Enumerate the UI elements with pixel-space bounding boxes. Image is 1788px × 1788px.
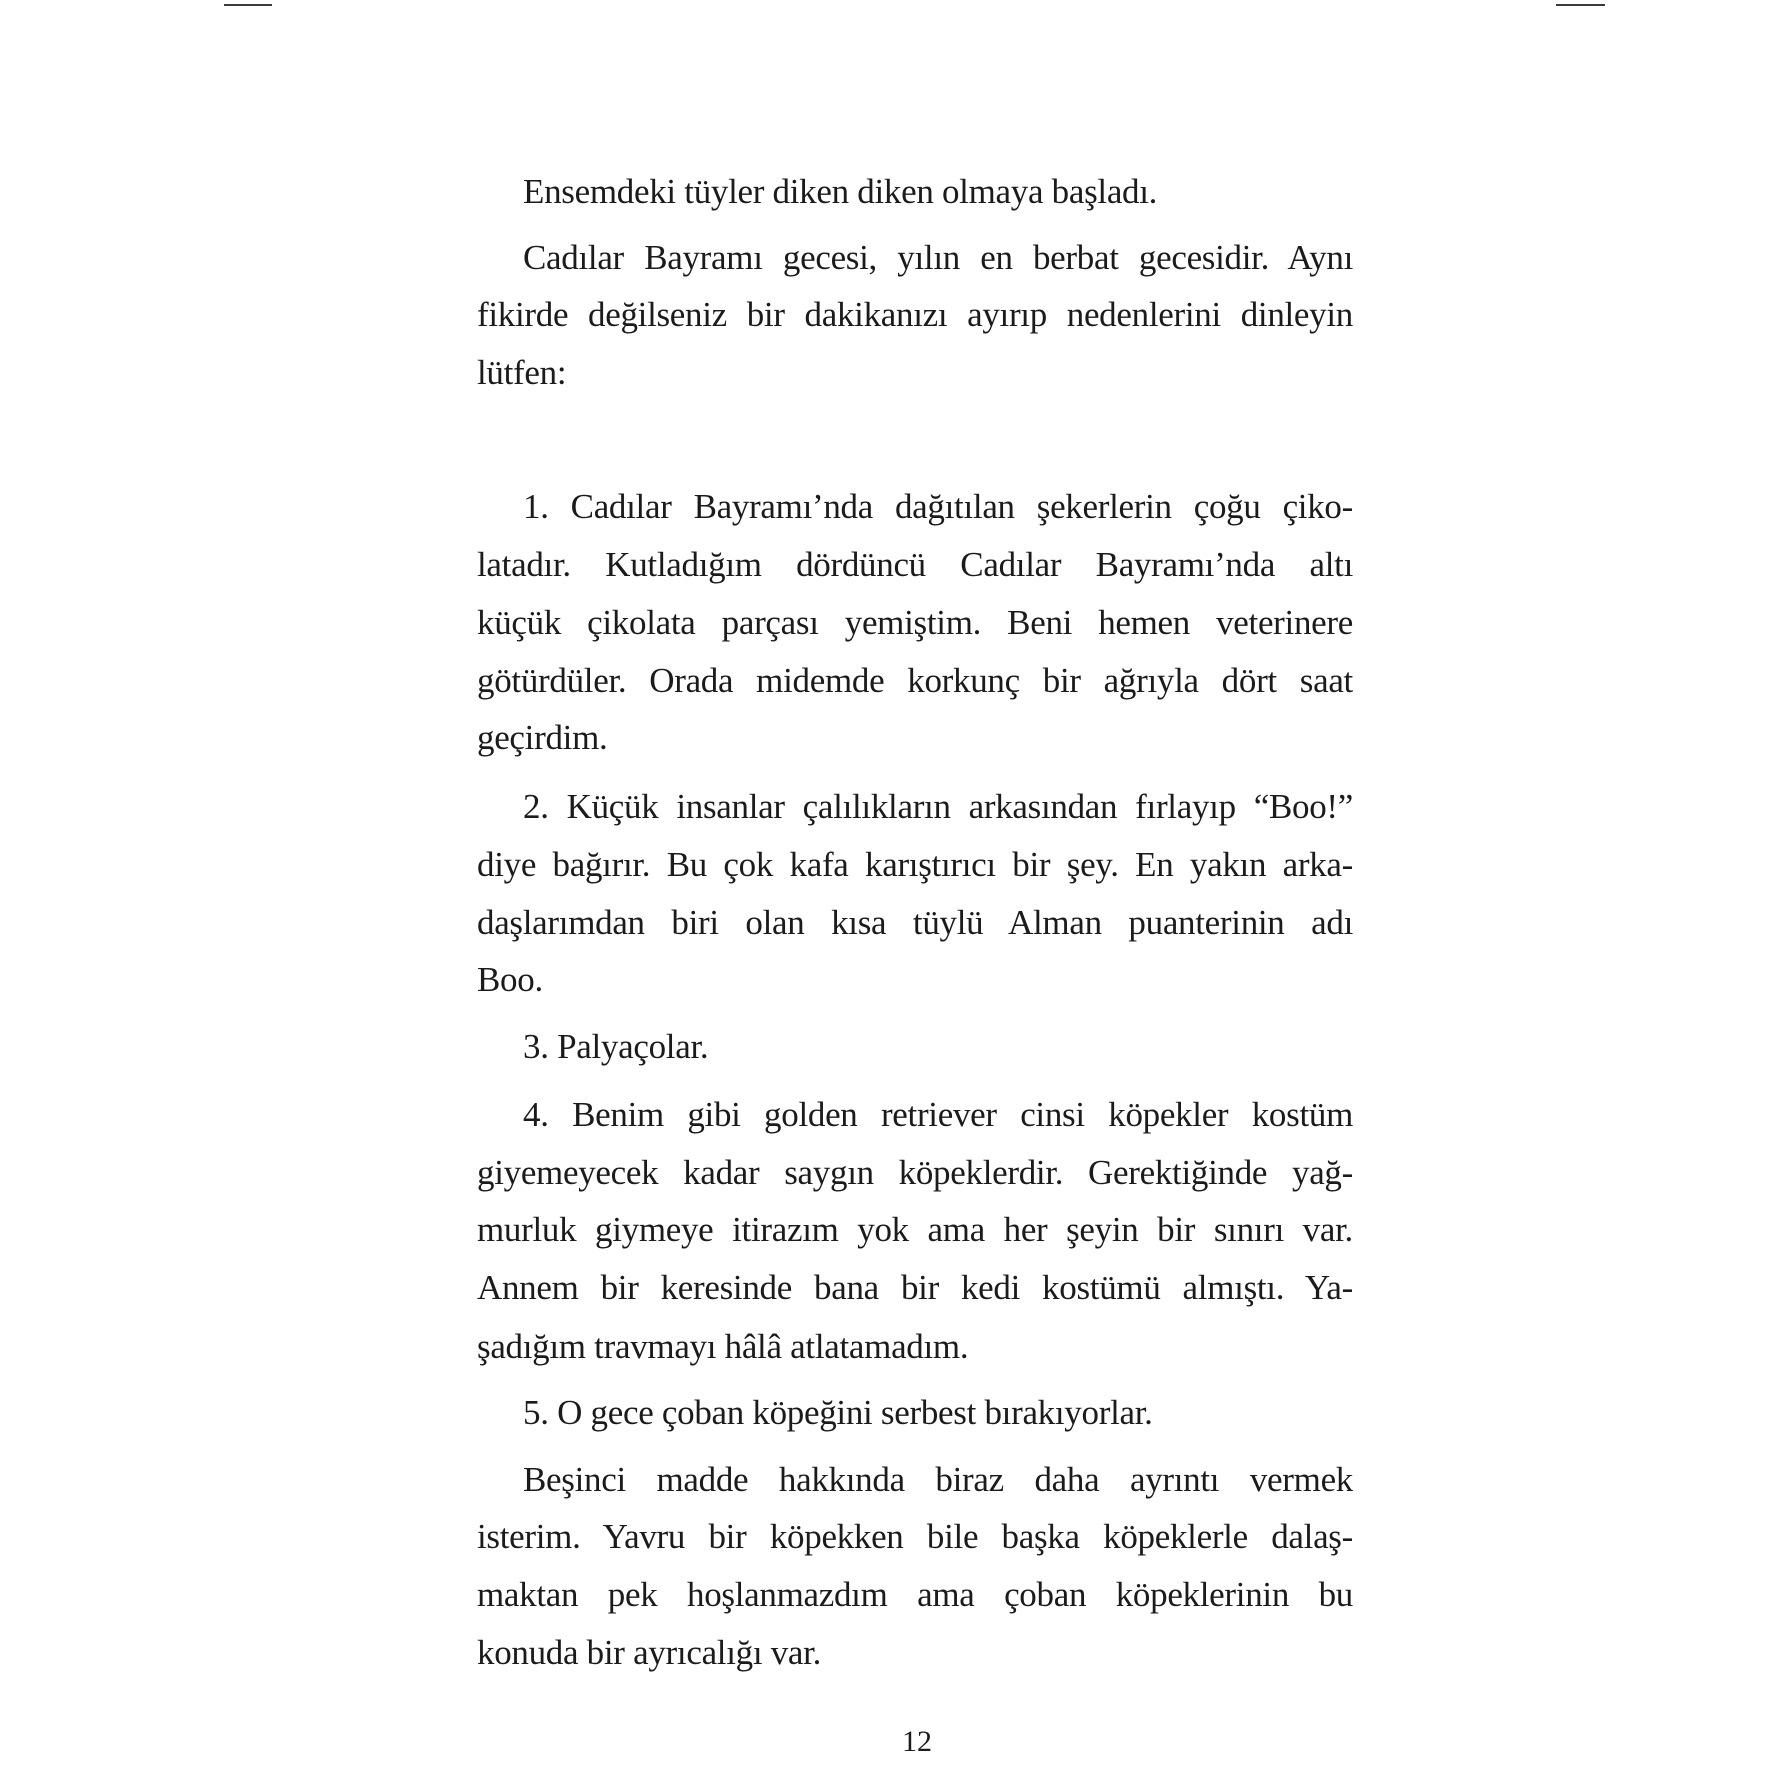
- list-item-line: götürdüler. Orada midemde korkunç bir ağrıyla dört saat: [477, 661, 1353, 700]
- crop-mark-right: [1556, 4, 1605, 6]
- paragraph-line: Ensemdeki tüyler diken diken olmaya başladı.: [523, 172, 1158, 211]
- list-item-line: giyemeyecek kadar saygın köpeklerdir. Gerektiğinde yağ-: [477, 1153, 1353, 1192]
- paragraph-line: maktan pek hoşlanmazdım ama çoban köpeklerinin bu: [477, 1575, 1353, 1614]
- list-item-line: 1. Cadılar Bayramı’nda dağıtılan şekerlerin çoğu çiko-: [523, 487, 1353, 526]
- list-item-line: Boo.: [477, 960, 543, 999]
- list-item-line: latadır. Kutladığım dördüncü Cadılar Bayramı’nda altı: [477, 545, 1353, 584]
- list-item-line: 2. Küçük insanlar çalılıkların arkasından fırlayıp “Boo!”: [523, 787, 1353, 826]
- list-item-line: murluk giymeye itirazım yok ama her şeyin bir sınırı var.: [477, 1210, 1353, 1249]
- list-item-line: 5. O gece çoban köpeğini serbest bırakıyorlar.: [523, 1393, 1153, 1432]
- list-item-line: 3. Palyaçolar.: [523, 1027, 709, 1066]
- list-item-line: Annem bir keresinde bana bir kedi kostümü almıştı. Ya-: [477, 1268, 1353, 1307]
- list-item-line: 4. Benim gibi golden retriever cinsi köpekler kostüm: [523, 1095, 1353, 1134]
- list-item-line: geçirdim.: [477, 718, 608, 757]
- page-number: 12: [902, 1725, 932, 1758]
- list-item-line: diye bağırır. Bu çok kafa karıştırıcı bir şey. En yakın arka-: [477, 845, 1353, 884]
- paragraph-line: konuda bir ayrıcalığı var.: [477, 1633, 822, 1672]
- list-item-line: şadığım travmayı hâlâ atlatamadım.: [477, 1327, 969, 1366]
- list-item-line: daşlarımdan biri olan kısa tüylü Alman puanterinin adı: [477, 903, 1353, 942]
- paragraph-line: Beşinci madde hakkında biraz daha ayrıntı vermek: [523, 1460, 1353, 1499]
- list-item-line: küçük çikolata parçası yemiştim. Beni hemen veterinere: [477, 603, 1353, 642]
- crop-mark-left: [224, 4, 272, 6]
- paragraph-line: lütfen:: [477, 353, 567, 392]
- paragraph-line: fikirde değilseniz bir dakikanızı ayırıp nedenlerini dinleyin: [477, 295, 1353, 334]
- paragraph-line: isterim. Yavru bir köpekken bile başka köpeklerle dalaş-: [477, 1517, 1353, 1556]
- paragraph-line: Cadılar Bayramı gecesi, yılın en berbat gecesidir. Aynı: [523, 238, 1353, 277]
